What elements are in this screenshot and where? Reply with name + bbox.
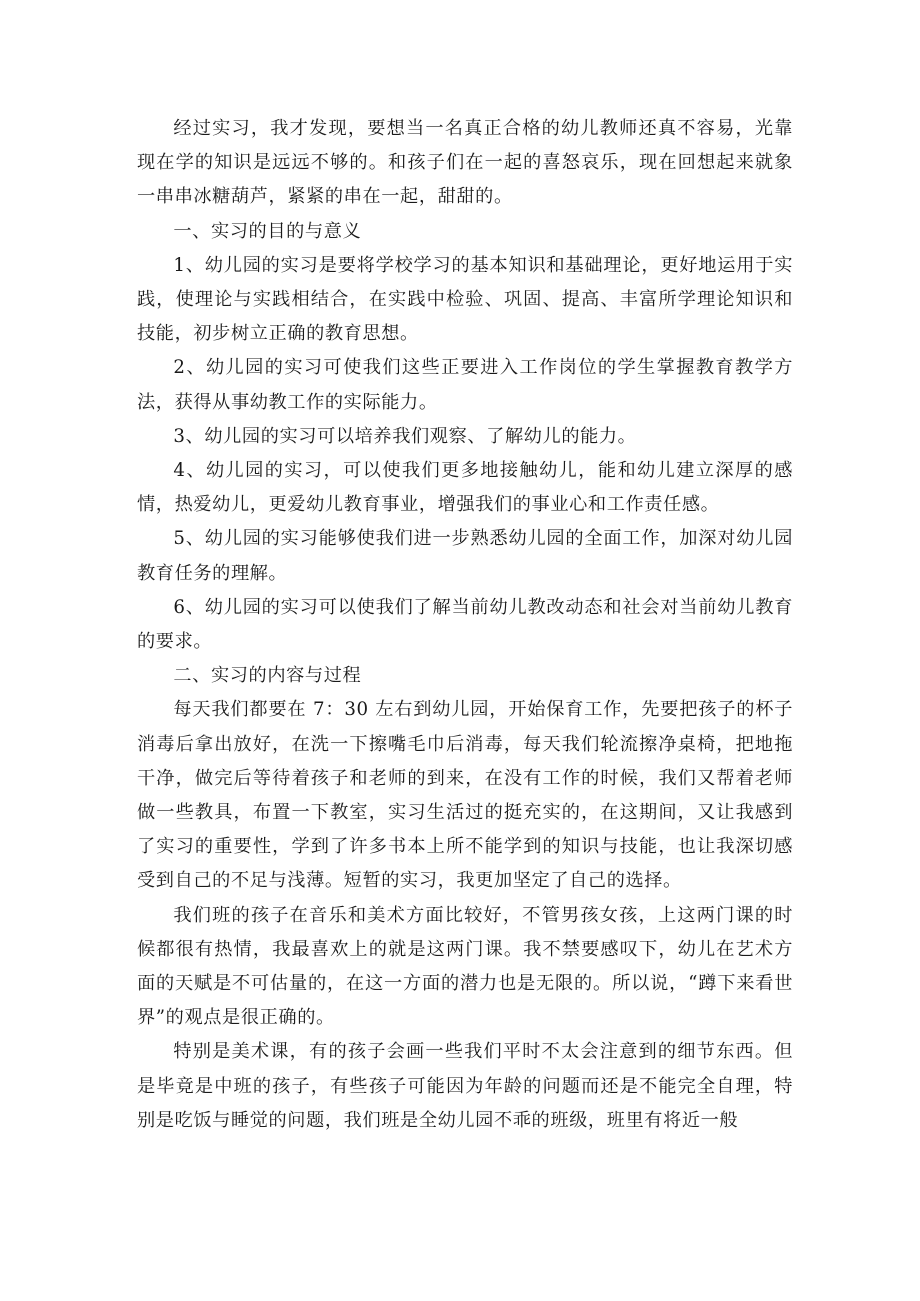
paragraph-daily-routine: 每天我们都要在 7：30 左右到幼儿园，开始保育工作，先要把孩子的杯子消毒后拿出放好，在洗一下擦嘴毛巾后消毒，每天我们轮流擦净桌椅，把地拖干净，做完后等待着孩子和老师的到来，在没有工作的时候，我们又帮着老师做一些教具，布置一下教室，实习生活过的挺充实的，在这期间，又让我感到了实习的重要性，学到了许多书本上所不能学到的知识与技能，也让我深切感受到自己的不足与浅薄。短暂的实习，我更加坚定了自己的选择。 — [137, 699, 793, 892]
section-heading-content: 二、实习的内容与过程 — [173, 665, 362, 687]
paragraph-art-class: 特别是美术课，有的孩子会画一些我们平时不太会注意到的细节东西。但是毕竟是中班的孩子，有些孩子可能因为年龄的问题而还是不能完全自理，特别是吃饭与睡觉的问题，我们班是全幼儿园不乖的班级，班里有将近一般 — [137, 1041, 793, 1131]
list-item-6: 6、幼儿园的实习可以使我们了解当前幼儿教改动态和社会对当前幼儿教育的要求。 — [137, 596, 793, 653]
list-item-1: 1、幼儿园的实习是要将学校学习的基本知识和基础理论，更好地运用于实践，使理论与实践相结合，在实践中检验、巩固、提高、丰富所学理论知识和技能，初步树立正确的教育思想。 — [137, 254, 793, 345]
paragraph-music-art: 我们班的孩子在音乐和美术方面比较好，不管男孩女孩，上这两门课的时候都很有热情，我最喜欢上的就是这两门课。我不禁要感叹下，幼儿在艺术方面的天赋是不可估量的，在这一方面的潜力也是无限的。所以说，“蹲下来看世界”的观点是很正确的。 — [137, 904, 793, 1029]
paragraph-intro: 经过实习，我才发现，要想当一名真正合格的幼儿教师还真不容易，光靠现在学的知识是远远不够的。和孩子们在一起的喜怒哀乐，现在回想起来就象一串串冰糖葫芦，紧紧的串在一起，甜甜的。 — [137, 118, 793, 208]
section-heading-purpose: 一、实习的目的与意义 — [173, 220, 362, 242]
list-item-2: 2、幼儿园的实习可使我们这些正要进入工作岗位的学生掌握教育教学方法，获得从事幼教工作的实际能力。 — [137, 357, 793, 413]
list-item-5: 5、幼儿园的实习能够使我们进一步熟悉幼儿园的全面工作，加深对幼儿园教育任务的理解。 — [137, 528, 793, 584]
list-item-3: 3、幼儿园的实习可以培养我们观察、了解幼儿的能力。 — [173, 425, 637, 447]
list-item-4: 4、幼儿园的实习，可以使我们更多地接触幼儿，能和幼儿建立深厚的感情，热爱幼儿，更爱幼儿教育事业，增强我们的事业心和工作责任感。 — [137, 460, 793, 516]
document-body — [137, 112, 793, 1138]
